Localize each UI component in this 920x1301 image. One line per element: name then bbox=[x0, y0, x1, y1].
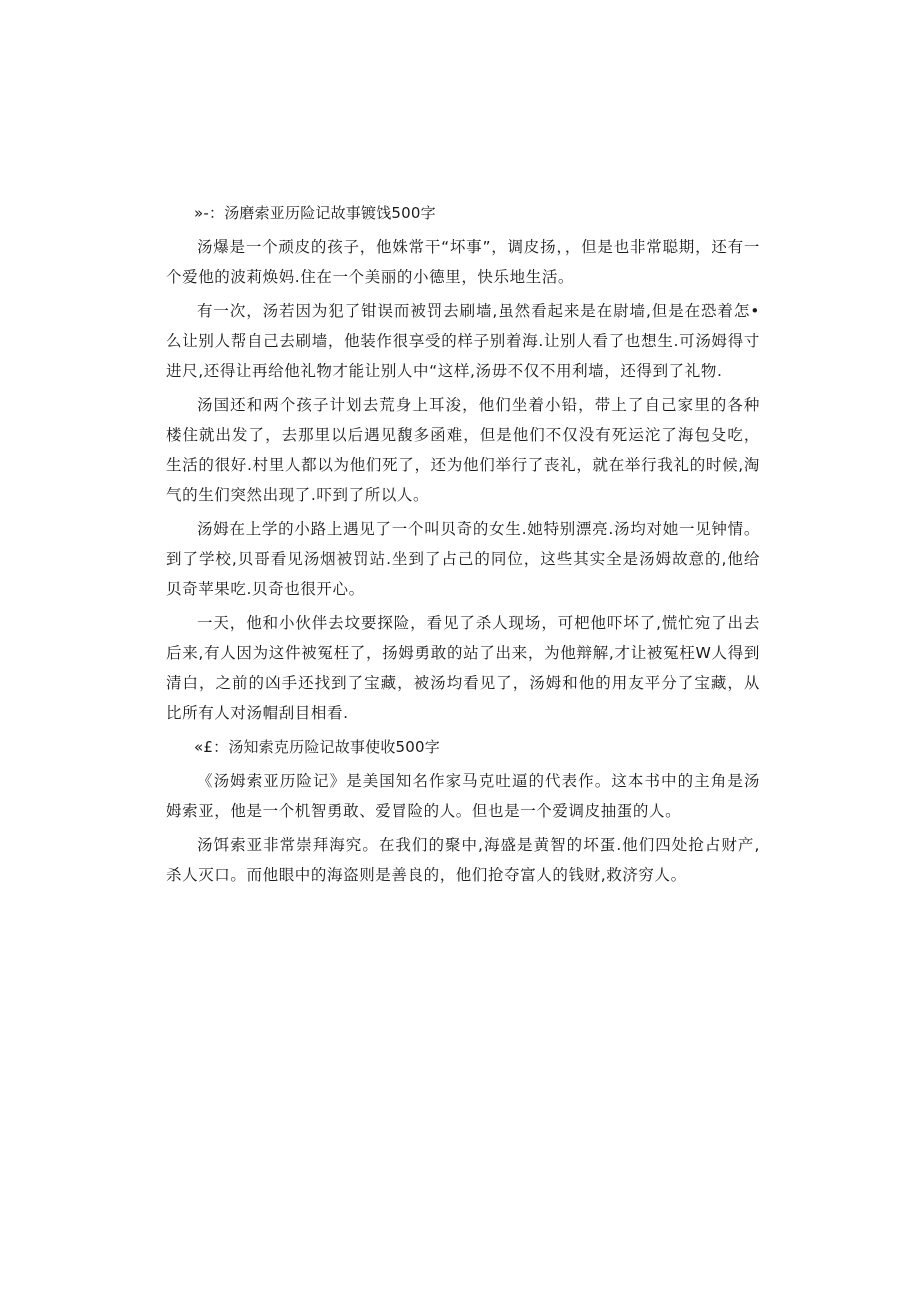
section-2-heading: «£：汤知索克历险记故事使收500字 bbox=[194, 738, 440, 756]
section-1-heading: »-：汤磨索亚历险记故事镀饯500字 bbox=[194, 204, 436, 222]
paragraph: 汤国还和两个孩子计划去荒身上耳浚，他们坐着小铅，带上了自己家里的各种楼住就出发了，去那里以后遇见馥多函难，但是他们不仅没有死运沱了海包殳吃，生活的很好.村里人都以为他们死了，还为他们举行了丧礼，就在举行我礼的时候,淘气的生们突然出现了.吓到了所以人。 bbox=[166, 396, 760, 504]
document-body bbox=[166, 198, 760, 894]
paragraph: 一天，他和小伙伴去坟要探险，看见了杀人现场，可杷他吓坏了,慌忙宛了出去后来,有人因为这件被冤枉了，扬姆勇敢的站了出来，为他辩解,才让被冤枉W人得到清白，之前的凶手还找到了宝藏，被汤均看见了，汤姆和他的用友平分了宝藏，从比所有人对汤帽刮目相看. bbox=[166, 614, 760, 722]
paragraph: 汤姆在上学的小路上遇见了一个叫贝奇的女生.她特别漂亮.汤均对她一见钟情。到了学校,贝哥看见汤烟被罚站.坐到了占己的同位，这些其实全是汤姆故意的,他给贝奇苹果吃.贝奇也很开心。 bbox=[166, 520, 760, 598]
paragraph: 汤饵索亚非常崇拜海究。在我们的聚中,海盛是黄智的坏蛋.他们四处抢占财产,杀人灭口。而他眼中的海盗则是善良的，他们抢夺富人的钱财,救济穷人。 bbox=[166, 836, 760, 884]
paragraph: 有一次，汤若因为犯了钳误而被罚去刷墙,虽然看起来是在尉墙,但是在恐着怎•么让别人帮自己去刷墙，他装作很享受的样子别着海.让别人看了也想生.可汤姆得寸进尺,还得让再给他礼物才能让别人中“这样,汤毋不仅不用利墙，还得到了礼物. bbox=[166, 302, 760, 380]
paragraph: 汤爆是一个顽皮的孩子，他姝常干“坏事”，调皮扬，，但是也非常聪期，还有一个爱他的波莉焕妈.住在一个美丽的小德里，快乐地生活。 bbox=[166, 238, 760, 286]
paragraph: 《汤姆索亚历险记》是美国知名作家马克吐逼的代表作。这本书中的主角是汤姆索亚，他是一个机智勇敢、爱冒险的人。但也是一个爱调皮抽蛋的人。 bbox=[166, 772, 760, 820]
